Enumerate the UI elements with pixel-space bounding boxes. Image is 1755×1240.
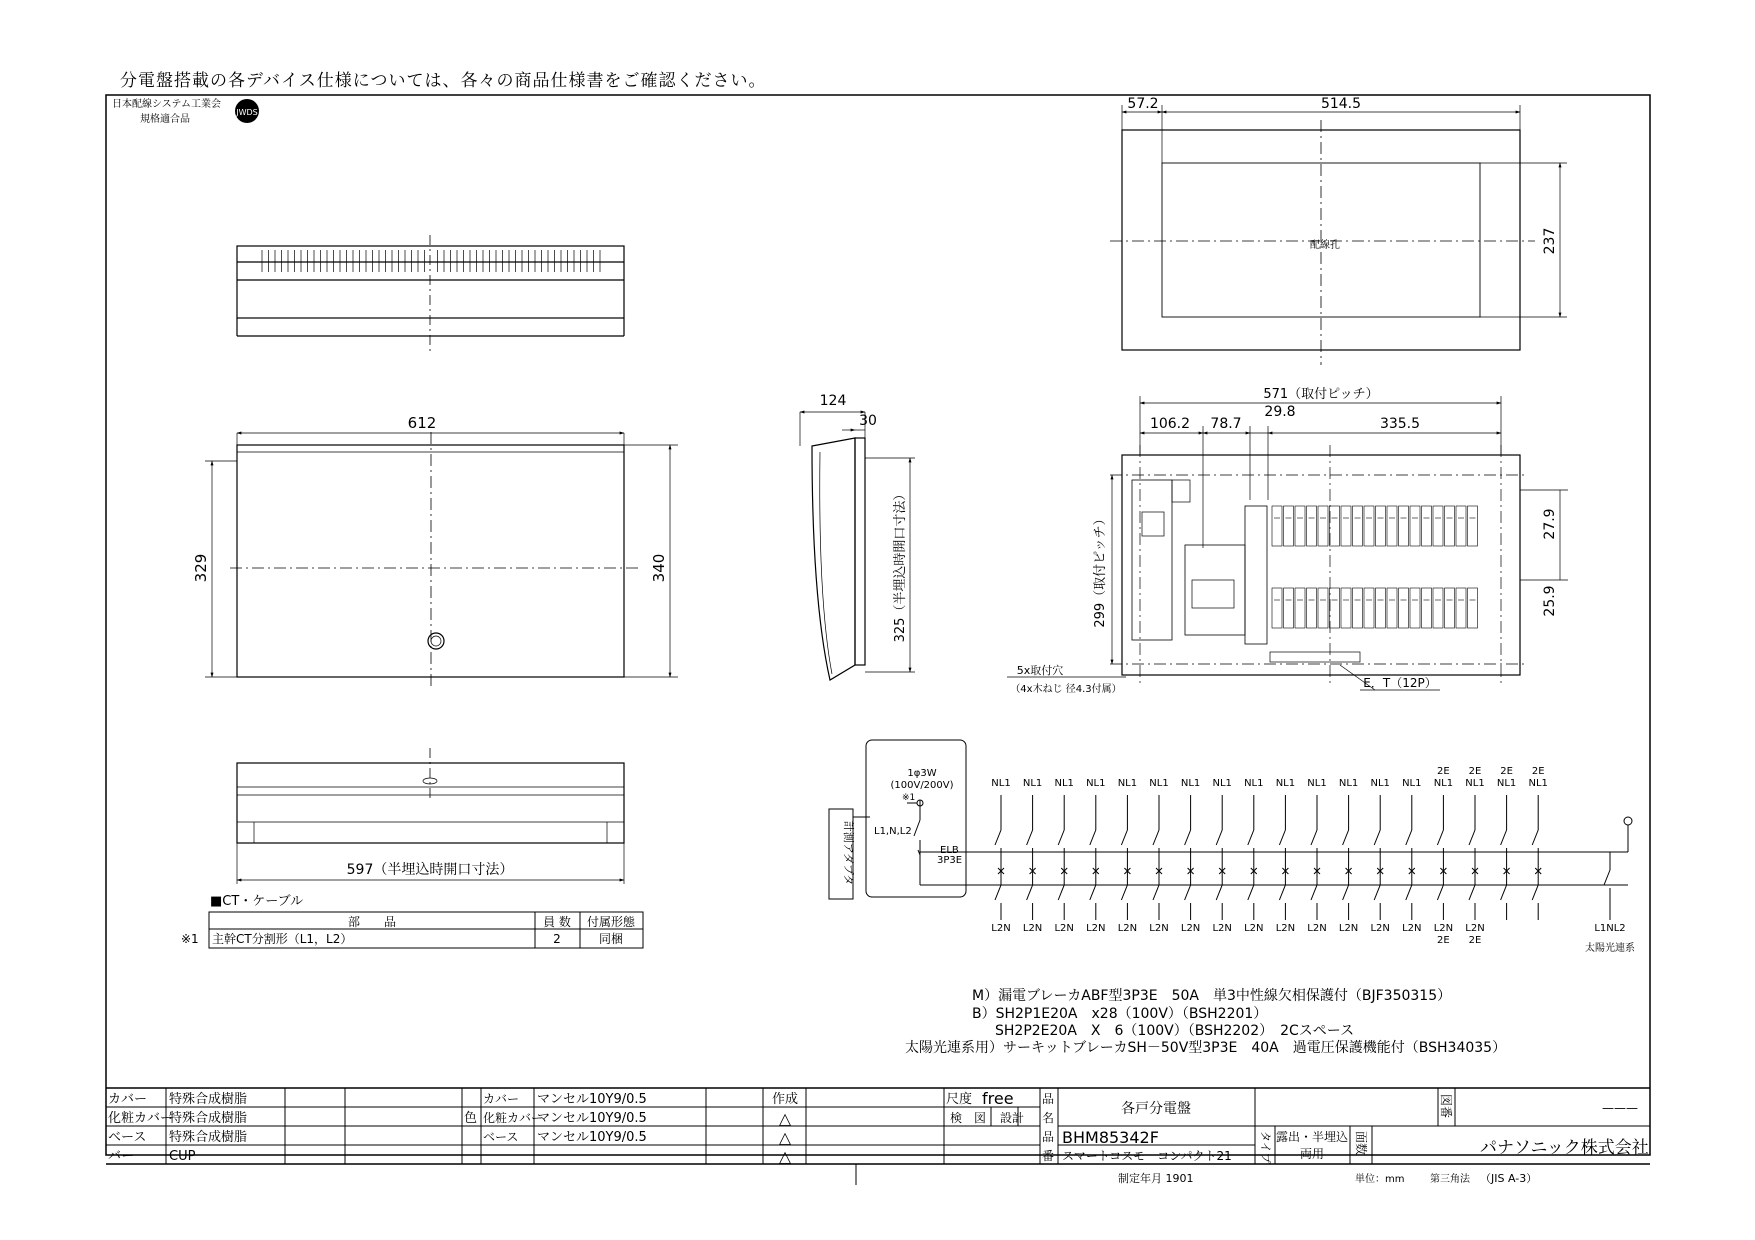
supply-voltage: (100V/200V) bbox=[890, 780, 954, 791]
svg-text:同梱: 同梱 bbox=[598, 932, 624, 946]
branch-bottom-label: L2N bbox=[1370, 923, 1390, 934]
branch-bottom-label: L2N bbox=[1433, 923, 1454, 934]
product-name: 各戸分電盤 bbox=[1121, 1101, 1191, 1117]
branch-top-label: NL1 bbox=[1465, 778, 1485, 789]
branch-top-label: NL1 bbox=[1117, 778, 1138, 789]
svg-text:品: 品 bbox=[1042, 1092, 1055, 1106]
branch-bottom-label: L2N bbox=[1086, 923, 1106, 934]
dim-side-depth: 124 bbox=[819, 393, 847, 409]
dim-int-height: 299（取付ピッチ） bbox=[1093, 512, 1108, 628]
branch-bottom-label: L2N bbox=[991, 923, 1011, 934]
svg-text:第三角法: 第三角法 bbox=[1430, 1174, 1470, 1185]
dim-int-d3: 29.8 bbox=[1264, 404, 1296, 420]
svg-text:特殊合成樹脂: 特殊合成樹脂 bbox=[169, 1130, 248, 1145]
company-name: パナソニック株式会社 bbox=[1480, 1138, 1649, 1158]
dim-int-pitch: 571（取付ピッチ） bbox=[1263, 387, 1379, 402]
spec-main: M）漏電ブレーカABF型3P3E 50A 単3中性線欠相保護付（BJF350315） bbox=[972, 988, 1452, 1004]
spec-branch-2: SH2P2E20A X 6（100V）（BSH2202） 2Cスペース bbox=[995, 1023, 1355, 1039]
branch-bottom-label: L2N bbox=[1338, 923, 1359, 934]
svg-text:マンセル10Y9/0.5: マンセル10Y9/0.5 bbox=[537, 1130, 647, 1145]
header-note: 分電盤搭載の各デバイス仕様については、各々の商品仕様書をご確認ください。 bbox=[120, 71, 767, 91]
svg-text:化粧カバー: 化粧カバー bbox=[108, 1111, 174, 1126]
branch-top-label: NL1 bbox=[991, 778, 1011, 789]
branch-bottom-label: L2N bbox=[1307, 923, 1327, 934]
branch-top-label: NL1 bbox=[1212, 778, 1232, 789]
branch-top-label: NL1 bbox=[1244, 778, 1264, 789]
branch-bottom-label: L2N bbox=[1149, 923, 1169, 934]
ct-mark: ※1 bbox=[902, 793, 916, 803]
dim-top-width: 612 bbox=[407, 414, 437, 432]
svg-text:カバー: カバー bbox=[483, 1092, 520, 1106]
svg-text:設計: 設計 bbox=[1000, 1111, 1025, 1125]
branch-top-label: NL1 bbox=[1180, 778, 1201, 789]
svg-text:free: free bbox=[982, 1089, 1014, 1108]
svg-text:（JIS A-3）: （JIS A-3） bbox=[1480, 1172, 1538, 1185]
dim-top-left-h: 329 bbox=[192, 553, 210, 583]
svg-text:カバー: カバー bbox=[108, 1092, 148, 1107]
branch-top-label: NL1 bbox=[1275, 778, 1296, 789]
branch-top-label: NL1 bbox=[1022, 778, 1043, 789]
title-block-text bbox=[108, 1089, 1649, 1185]
spec-list bbox=[905, 987, 1506, 1056]
elb-type: 3P3E bbox=[937, 855, 963, 866]
svg-text:露出・半埋込: 露出・半埋込 bbox=[1275, 1130, 1349, 1144]
svg-text:員 数: 員 数 bbox=[543, 915, 571, 929]
svg-text:マンセル10Y9/0.5: マンセル10Y9/0.5 bbox=[537, 1111, 647, 1126]
branch-bottom-label: L2N bbox=[1054, 923, 1074, 934]
branch-bottom-label: L2N bbox=[1117, 923, 1138, 934]
branch-top-label: 2E bbox=[1437, 766, 1450, 777]
dim-side-flange: 30 bbox=[859, 413, 877, 429]
dim-int-r2: 25.9 bbox=[1542, 585, 1558, 617]
branch-bottom-label: L2N bbox=[1244, 923, 1264, 934]
svg-text:付属形態: 付属形態 bbox=[586, 915, 636, 929]
branch-top-label: 2E bbox=[1531, 766, 1545, 777]
svg-text:尺度: 尺度 bbox=[946, 1092, 973, 1107]
main-phase-label: L1,N,L2 bbox=[874, 826, 912, 837]
elb-label: ELB bbox=[940, 845, 959, 856]
dim-int-d1: 106.2 bbox=[1149, 416, 1191, 432]
svg-text:△: △ bbox=[778, 1147, 792, 1166]
svg-text:2: 2 bbox=[553, 932, 561, 946]
svg-text:検 図: 検 図 bbox=[950, 1111, 987, 1125]
branch-top-label: NL1 bbox=[1496, 778, 1517, 789]
spec-solar: 太陽光連系用）サーキットブレーカSH－50V型3P3E 40A 過電圧保護機能付（BSH34035） bbox=[905, 1040, 1507, 1056]
dim-side-height: 325（半埋込時開口寸法） bbox=[893, 487, 908, 643]
supply-label: 1φ3W bbox=[907, 768, 937, 779]
dim-back-w2: 514.5 bbox=[1320, 96, 1362, 112]
svg-text:主幹CT分割形（L1，L2）: 主幹CT分割形（L1，L2） bbox=[212, 932, 353, 946]
branch-top-label: NL1 bbox=[1528, 778, 1548, 789]
svg-text:CUP: CUP bbox=[169, 1149, 196, 1164]
svg-text:部 品: 部 品 bbox=[347, 915, 397, 929]
branch-bottom-label: L2N bbox=[1465, 923, 1485, 934]
svg-text:特殊合成樹脂: 特殊合成樹脂 bbox=[169, 1111, 248, 1126]
ct-table bbox=[181, 894, 643, 948]
svg-text:図番: 図番 bbox=[1439, 1094, 1453, 1119]
front-view bbox=[205, 432, 678, 690]
svg-text:■CT・ケーブル: ■CT・ケーブル bbox=[210, 894, 304, 909]
svg-text:色: 色 bbox=[464, 1111, 478, 1126]
product-series: スマートコスモ コンパクト21 bbox=[1062, 1149, 1232, 1163]
svg-text:JWDS: JWDS bbox=[236, 108, 258, 117]
mount-holes-note: （4x木ねじ 径4.3付属） bbox=[1010, 684, 1122, 695]
dim-int-d2: 78.7 bbox=[1210, 416, 1242, 432]
spec-branch-1: B）SH2P1E20A x28（100V）（BSH2201） bbox=[972, 1006, 1268, 1022]
branch-bottom-label: L2N bbox=[1212, 923, 1232, 934]
svg-text:番: 番 bbox=[1042, 1149, 1055, 1163]
branch-top-label: NL1 bbox=[1149, 778, 1169, 789]
title-block bbox=[106, 1088, 1650, 1185]
meter-adapter-label: 計測アダプタ bbox=[842, 820, 855, 886]
branch-top-label: NL1 bbox=[1338, 778, 1359, 789]
svg-text:△: △ bbox=[778, 1109, 792, 1128]
branch-top-label: NL1 bbox=[1054, 778, 1074, 789]
svg-text:制定年月 1901: 制定年月 1901 bbox=[1118, 1172, 1194, 1185]
svg-text:面数: 面数 bbox=[1354, 1131, 1368, 1156]
product-number: BHM85342F bbox=[1062, 1128, 1159, 1147]
dim-back-h: 237 bbox=[1542, 227, 1558, 255]
svg-text:化粧カバー: 化粧カバー bbox=[483, 1111, 544, 1125]
dim-bottom-width: 597（半埋込時開口寸法） bbox=[346, 862, 514, 878]
branch-bottom-label: L2N bbox=[1402, 923, 1422, 934]
branch-top-label: 2E bbox=[1500, 766, 1513, 777]
svg-text:ベース: ベース bbox=[108, 1130, 147, 1145]
svg-text:バー: バー bbox=[108, 1149, 135, 1164]
svg-text:両用: 両用 bbox=[1299, 1147, 1325, 1161]
branch-bottom-label: 2E bbox=[1437, 935, 1450, 946]
dim-int-r1: 27.9 bbox=[1542, 508, 1558, 540]
branch-top-label: NL1 bbox=[1307, 778, 1327, 789]
solar-phase-label: L1NL2 bbox=[1594, 923, 1626, 934]
solar-label: 太陽光連系 bbox=[1585, 943, 1635, 954]
svg-text:タイプ: タイプ bbox=[1259, 1131, 1272, 1164]
branch-bottom-label: L2N bbox=[1022, 923, 1043, 934]
svg-text:品: 品 bbox=[1042, 1130, 1055, 1144]
svg-text:単位：mm: 単位：mm bbox=[1355, 1174, 1405, 1185]
svg-text:△: △ bbox=[778, 1128, 792, 1147]
et-label: E．T（12P） bbox=[1363, 676, 1437, 690]
dim-back-w1: 57.2 bbox=[1127, 96, 1159, 112]
branch-top-label: NL1 bbox=[1086, 778, 1106, 789]
internal-view bbox=[1110, 396, 1568, 686]
svg-text:ベース: ベース bbox=[483, 1130, 519, 1144]
branch-top-label: 2E bbox=[1468, 766, 1482, 777]
svg-text:名: 名 bbox=[1042, 1111, 1055, 1125]
wiring-hole-label: 配線孔 bbox=[1310, 240, 1340, 251]
top-view bbox=[237, 235, 624, 355]
branch-bottom-label: 2E bbox=[1468, 935, 1482, 946]
svg-text:規格適合品: 規格適合品 bbox=[140, 114, 190, 125]
jis-mark bbox=[112, 97, 259, 125]
svg-text:日本配線システム工業会: 日本配線システム工業会 bbox=[112, 99, 221, 110]
mount-holes-label: 5x取付穴 bbox=[1016, 664, 1064, 677]
branch-top-label: NL1 bbox=[1370, 778, 1390, 789]
branch-bottom-label: L2N bbox=[1180, 923, 1201, 934]
svg-text:作成: 作成 bbox=[771, 1092, 799, 1107]
dim-top-right-h: 340 bbox=[650, 553, 668, 583]
dim-int-d4: 335.5 bbox=[1379, 416, 1421, 432]
svg-text:マンセル10Y9/0.5: マンセル10Y9/0.5 bbox=[537, 1092, 647, 1107]
svg-text:※1: ※1 bbox=[181, 932, 199, 946]
branch-top-label: NL1 bbox=[1433, 778, 1454, 789]
back-view bbox=[1110, 105, 1567, 365]
branch-top-label: NL1 bbox=[1402, 778, 1422, 789]
svg-text:———: ——— bbox=[1602, 1101, 1638, 1115]
svg-text:特殊合成樹脂: 特殊合成樹脂 bbox=[169, 1092, 248, 1107]
branch-bottom-label: L2N bbox=[1275, 923, 1296, 934]
